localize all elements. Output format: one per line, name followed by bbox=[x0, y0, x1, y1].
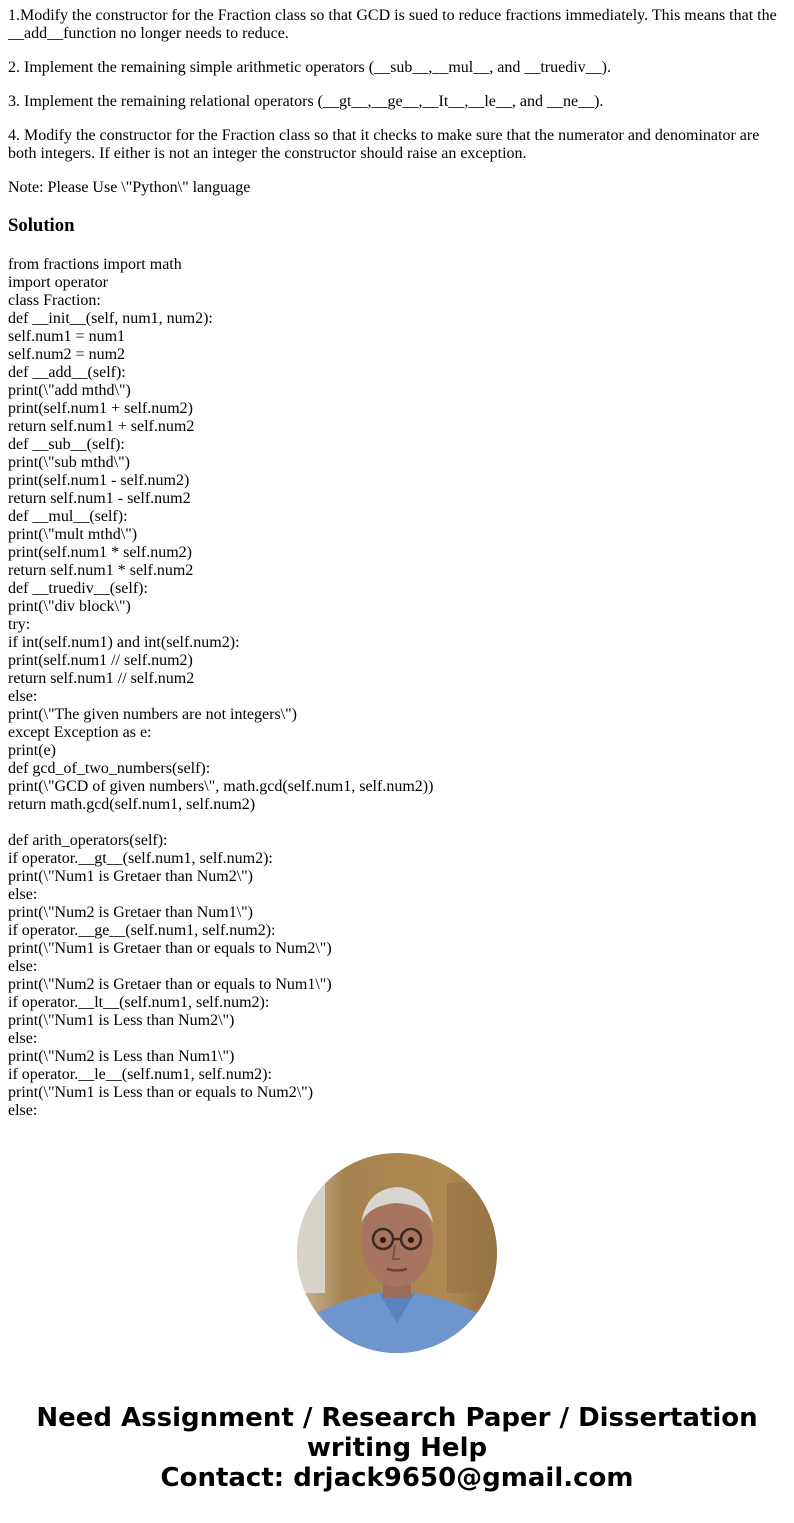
code-line: else: bbox=[8, 688, 38, 705]
code-line: return self.num1 + self.num2 bbox=[8, 418, 195, 435]
code-line: if operator.__le__(self.num1, self.num2): bbox=[8, 1066, 272, 1083]
question-paragraph-2: 2. Implement the remaining simple arithmetic operators (__sub__,__mul__, and __truediv__). bbox=[8, 59, 611, 76]
code-line: print(\"GCD of given numbers\", math.gcd(self.num1, self.num2)) bbox=[8, 778, 434, 795]
code-line: print(self.num1 - self.num2) bbox=[8, 472, 190, 489]
code-line: class Fraction: bbox=[8, 292, 101, 309]
code-line: def __truediv__(self): bbox=[8, 580, 148, 597]
question-paragraph-1: 1.Modify the constructor for the Fraction class so that GCD is sued to reduce fractions immediately. This means that the __add__function no longer needs to reduce. bbox=[8, 7, 777, 42]
code-line: print(\"The given numbers are not integers\") bbox=[8, 706, 297, 723]
code-line: self.num1 = num1 bbox=[8, 328, 126, 345]
code-line: try: bbox=[8, 616, 31, 633]
solution-heading: Solution bbox=[8, 215, 75, 236]
question-paragraph-3: 3. Implement the remaining relational operators (__gt__,__ge__,__It__,__le__, and __ne__). bbox=[8, 93, 604, 110]
author-photo bbox=[297, 1153, 497, 1353]
code-line: from fractions import math bbox=[8, 256, 182, 273]
question-note: Note: Please Use \"Python\" language bbox=[8, 179, 251, 196]
code-line: print(\"div block\") bbox=[8, 598, 131, 615]
code-line: print(self.num1 * self.num2) bbox=[8, 544, 192, 561]
promo-line-2: writing Help bbox=[306, 1433, 488, 1463]
code-line: print(\"Num1 is Less than Num2\") bbox=[8, 1012, 235, 1029]
solution-code bbox=[8, 256, 786, 1120]
code-line: if operator.__lt__(self.num1, self.num2): bbox=[8, 994, 270, 1011]
code-line bbox=[8, 814, 786, 832]
code-line: def arith_operators(self): bbox=[8, 832, 168, 849]
code-line: self.num2 = num2 bbox=[8, 346, 126, 363]
code-line: else: bbox=[8, 886, 38, 903]
code-line: return self.num1 * self.num2 bbox=[8, 562, 194, 579]
code-line: def gcd_of_two_numbers(self): bbox=[8, 760, 211, 777]
code-line: print(self.num1 + self.num2) bbox=[8, 400, 193, 417]
question-paragraph-4: 4. Modify the constructor for the Fraction class so that it checks to make sure that the numerator and denominator are both integers. If either is not an integer the constructor should raise an exception. bbox=[8, 127, 760, 162]
author-avatar bbox=[297, 1153, 497, 1353]
code-line: print(\"Num2 is Less than Num1\") bbox=[8, 1048, 235, 1065]
code-line: return self.num1 - self.num2 bbox=[8, 490, 191, 507]
code-line: print(\"Num1 is Gretaer than or equals to Num2\") bbox=[8, 940, 332, 957]
code-line: if operator.__ge__(self.num1, self.num2): bbox=[8, 922, 276, 939]
document-body bbox=[8, 7, 786, 1120]
code-line: def __sub__(self): bbox=[8, 436, 125, 453]
code-line: else: bbox=[8, 1030, 38, 1047]
code-line: print(\"mult mthd\") bbox=[8, 526, 138, 543]
code-line: def __mul__(self): bbox=[8, 508, 128, 525]
promo-banner bbox=[0, 1403, 794, 1493]
code-line: else: bbox=[8, 1102, 38, 1119]
code-line: print(self.num1 // self.num2) bbox=[8, 652, 193, 669]
code-line: print(\"add mthd\") bbox=[8, 382, 131, 399]
code-line: print(\"Num1 is Less than or equals to Num2\") bbox=[8, 1084, 314, 1101]
code-line: except Exception as e: bbox=[8, 724, 152, 741]
promo-line-1: Need Assignment / Research Paper / Dissertation bbox=[36, 1403, 758, 1433]
code-line: print(\"Num1 is Gretaer than Num2\") bbox=[8, 868, 254, 885]
code-line: import operator bbox=[8, 274, 108, 291]
promo-contact: Contact: drjack9650@gmail.com bbox=[160, 1463, 634, 1493]
code-line: if operator.__gt__(self.num1, self.num2): bbox=[8, 850, 273, 867]
question-section bbox=[8, 7, 786, 197]
code-line: else: bbox=[8, 958, 38, 975]
code-line: if int(self.num1) and int(self.num2): bbox=[8, 634, 240, 651]
code-line: return self.num1 // self.num2 bbox=[8, 670, 195, 687]
code-line: return math.gcd(self.num1, self.num2) bbox=[8, 796, 256, 813]
code-line: print(\"Num2 is Gretaer than Num1\") bbox=[8, 904, 254, 921]
code-line: def __add__(self): bbox=[8, 364, 126, 381]
code-line: print(\"Num2 is Gretaer than or equals to Num1\") bbox=[8, 976, 332, 993]
code-line: def __init__(self, num1, num2): bbox=[8, 310, 213, 327]
code-line: print(e) bbox=[8, 742, 56, 759]
code-line: print(\"sub mthd\") bbox=[8, 454, 130, 471]
